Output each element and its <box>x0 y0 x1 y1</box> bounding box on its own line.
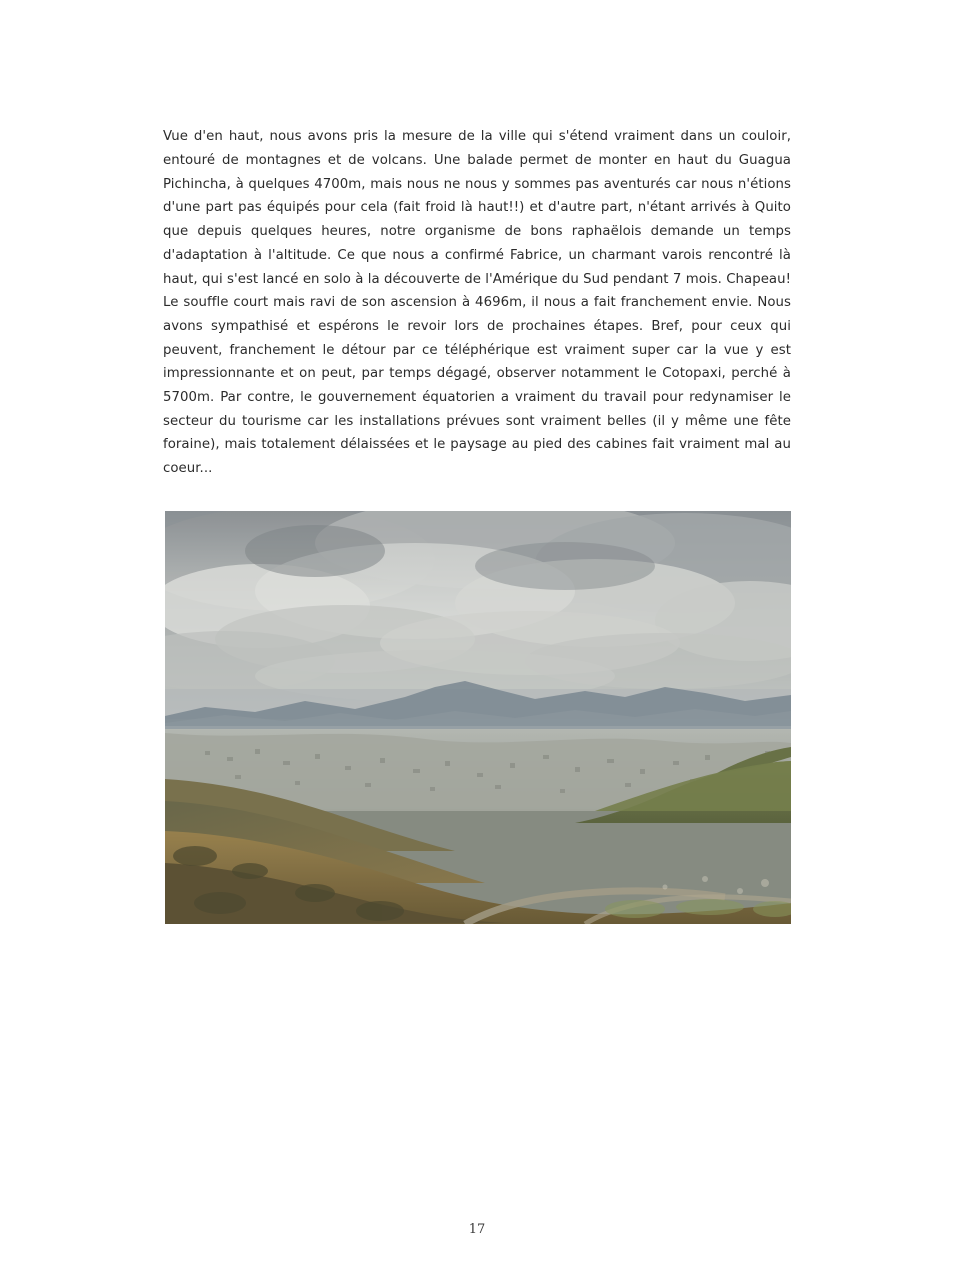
body-paragraph: Vue d'en haut, nous avons pris la mesure de la ville qui s'étend vraiment dans un couloir, entouré de montagnes et de volcans. Une balade permet de monter en haut du Guagua Pichincha, à quelques 4700m, mais nous ne nous y sommes pas aventurés car nous n'étions d'une part pas équipés pour cela (fait froid là haut!!) et d'autre part, n'étant arrivés à Quito que depuis quelques heures, notre organisme de bons raphaëlois demande un temps d'adaptation à l'altitude. Ce que nous a confirmé Fabrice, un charmant varois rencontré là haut, qui s'est lancé en solo à la découverte de l'Amérique du Sud pendant 7 mois. Chapeau! Le souffle court mais ravi de son ascension à 4696m, il nous a fait franchement envie. Nous avons sympathisé et espérons le revoir lors de prochaines étapes. Bref, pour ceux qui peuvent, franchement le détour par ce téléphérique est vraiment super car la vue y est impressionnante et on peut, par temps dégagé, observer notamment le Cotopaxi, perché à 5700m. Par contre, le gouvernement équatorien a vraiment du travail pour redynamiser le secteur du tourisme car les installations prévues sont vraiment belles (il y même une fête foraine), mais totalement délaissées et le paysage au pied des cabines fait vraiment mal au coeur... <box>163 129 791 477</box>
page-number: 17 <box>468 1222 486 1237</box>
photo-figure <box>165 511 791 924</box>
quito-panorama-image <box>165 511 791 924</box>
